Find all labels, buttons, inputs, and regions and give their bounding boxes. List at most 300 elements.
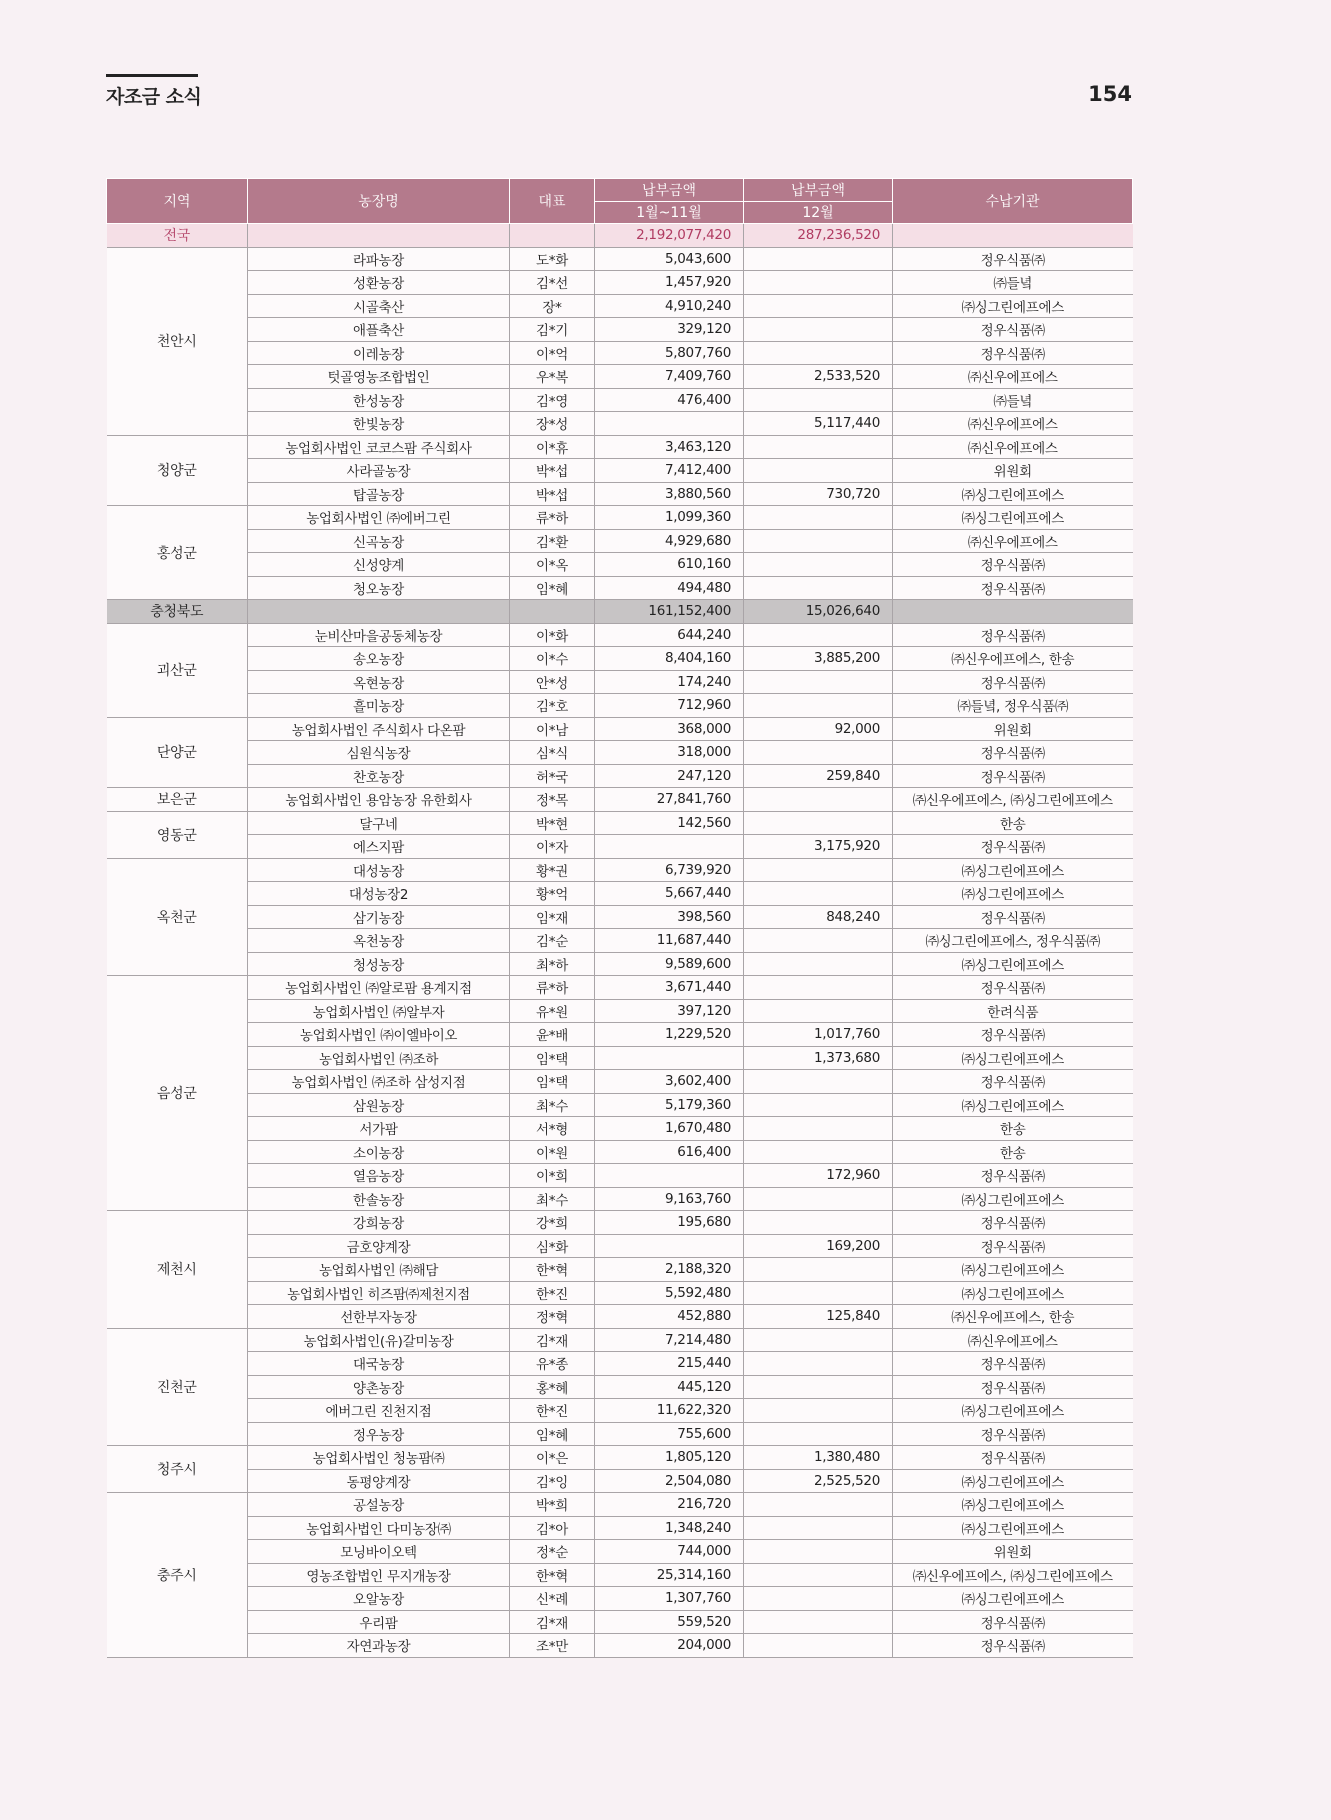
amount-jan-nov-cell: 4,910,240	[595, 294, 744, 318]
table-row	[107, 952, 1133, 976]
amount-dec-cell	[744, 882, 893, 906]
amount-jan-nov-cell: 4,929,680	[595, 529, 744, 553]
agency-cell: ㈜싱그린에프에스	[893, 1587, 1133, 1611]
table-body	[107, 224, 1133, 1658]
representative-cell: 김*선	[510, 271, 595, 295]
amount-jan-nov-cell: 2,192,077,420	[595, 224, 744, 248]
representative-cell: 심*화	[510, 1234, 595, 1258]
region-cell: 충주시	[107, 1493, 248, 1658]
header-region: 지역	[107, 179, 248, 224]
amount-dec-cell: 15,026,640	[744, 600, 893, 624]
representative-cell: 김*재	[510, 1328, 595, 1352]
region-cell: 음성군	[107, 976, 248, 1211]
farm-name-cell: 청오농장	[248, 576, 510, 600]
agency-cell: 정우식품㈜	[893, 1375, 1133, 1399]
table-row	[107, 1281, 1133, 1305]
farm-name-cell: 농업회사법인 코코스팜 주식회사	[248, 435, 510, 459]
amount-dec-cell	[744, 952, 893, 976]
page-header	[106, 72, 1132, 112]
representative-cell: 임*혜	[510, 1422, 595, 1446]
farm-name-cell: 농업회사법인 주식회사 다온팜	[248, 717, 510, 741]
amount-dec-cell	[744, 623, 893, 647]
farm-name-cell: 선한부자농장	[248, 1305, 510, 1329]
amount-dec-cell	[744, 1516, 893, 1540]
representative-cell: 안*성	[510, 670, 595, 694]
amount-dec-cell: 2,533,520	[744, 365, 893, 389]
region-cell: 충청북도	[107, 600, 248, 624]
representative-cell: 이*억	[510, 341, 595, 365]
representative-cell	[510, 600, 595, 624]
representative-cell: 황*억	[510, 882, 595, 906]
representative-cell: 최*하	[510, 952, 595, 976]
representative-cell: 조*만	[510, 1634, 595, 1658]
farm-name-cell	[248, 224, 510, 248]
amount-dec-cell	[744, 1117, 893, 1141]
table-row	[107, 1352, 1133, 1376]
amount-jan-nov-cell: 744,000	[595, 1540, 744, 1564]
farm-name-cell: 흘미농장	[248, 694, 510, 718]
agency-cell: 한송	[893, 811, 1133, 835]
region-cell: 전국	[107, 224, 248, 248]
amount-jan-nov-cell: 5,043,600	[595, 247, 744, 271]
amount-dec-cell	[744, 929, 893, 953]
representative-cell: 김*호	[510, 694, 595, 718]
amount-jan-nov-cell: 215,440	[595, 1352, 744, 1376]
representative-cell: 장*	[510, 294, 595, 318]
farm-name-cell: 텃골영농조합법인	[248, 365, 510, 389]
header-representative: 대표	[510, 179, 595, 224]
agency-cell: ㈜신우에프에스	[893, 529, 1133, 553]
farm-name-cell: 모닝바이오텍	[248, 1540, 510, 1564]
representative-cell: 허*국	[510, 764, 595, 788]
representative-cell: 김*기	[510, 318, 595, 342]
farm-name-cell: 송오농장	[248, 647, 510, 671]
amount-jan-nov-cell: 9,589,600	[595, 952, 744, 976]
payment-table-container	[106, 178, 1132, 1658]
agency-cell: 정우식품㈜	[893, 670, 1133, 694]
agency-cell: 정우식품㈜	[893, 1422, 1133, 1446]
amount-jan-nov-cell: 216,720	[595, 1493, 744, 1517]
agency-cell: 위원회	[893, 459, 1133, 483]
header-period-dec: 12월	[744, 201, 893, 224]
amount-jan-nov-cell: 616,400	[595, 1140, 744, 1164]
representative-cell: 한*진	[510, 1281, 595, 1305]
representative-cell: 강*희	[510, 1211, 595, 1235]
agency-cell: ㈜싱그린에프에스	[893, 1187, 1133, 1211]
amount-jan-nov-cell: 1,348,240	[595, 1516, 744, 1540]
amount-jan-nov-cell: 476,400	[595, 388, 744, 412]
amount-jan-nov-cell: 1,099,360	[595, 506, 744, 530]
amount-dec-cell	[744, 271, 893, 295]
amount-dec-cell	[744, 553, 893, 577]
farm-name-cell: 애플축산	[248, 318, 510, 342]
agency-cell: ㈜들녘, 정우식품㈜	[893, 694, 1133, 718]
amount-jan-nov-cell: 195,680	[595, 1211, 744, 1235]
farm-name-cell: 찬호농장	[248, 764, 510, 788]
representative-cell: 우*복	[510, 365, 595, 389]
amount-dec-cell	[744, 1328, 893, 1352]
farm-name-cell: 옥현농장	[248, 670, 510, 694]
amount-dec-cell	[744, 506, 893, 530]
agency-cell	[893, 224, 1133, 248]
amount-jan-nov-cell	[595, 835, 744, 859]
representative-cell: 이*화	[510, 623, 595, 647]
farm-name-cell: 대성농장	[248, 858, 510, 882]
agency-cell: ㈜신우에프에스, ㈜싱그린에프에스	[893, 788, 1133, 812]
amount-dec-cell: 125,840	[744, 1305, 893, 1329]
agency-cell: ㈜신우에프에스	[893, 412, 1133, 436]
agency-cell: 한송	[893, 1117, 1133, 1141]
amount-jan-nov-cell	[595, 1046, 744, 1070]
table-row	[107, 1540, 1133, 1564]
representative-cell: 임*재	[510, 905, 595, 929]
amount-jan-nov-cell: 11,622,320	[595, 1399, 744, 1423]
representative-cell: 박*섭	[510, 482, 595, 506]
table-row	[107, 764, 1133, 788]
amount-dec-cell	[744, 1211, 893, 1235]
table-row	[107, 318, 1133, 342]
agency-cell: 한송	[893, 1140, 1133, 1164]
table-row	[107, 435, 1133, 459]
agency-cell: ㈜신우에프에스, 한송	[893, 1305, 1133, 1329]
amount-jan-nov-cell: 452,880	[595, 1305, 744, 1329]
farm-name-cell	[248, 600, 510, 624]
table-row	[107, 1399, 1133, 1423]
representative-cell: 이*옥	[510, 553, 595, 577]
section-title: 자조금 소식	[106, 86, 202, 108]
table-row	[107, 1070, 1133, 1094]
region-cell: 홍성군	[107, 506, 248, 600]
table-row	[107, 365, 1133, 389]
agency-cell: ㈜들녘	[893, 271, 1133, 295]
agency-cell: 한려식품	[893, 999, 1133, 1023]
agency-cell: 위원회	[893, 717, 1133, 741]
agency-cell: ㈜싱그린에프에스	[893, 506, 1133, 530]
table-row	[107, 1563, 1133, 1587]
farm-name-cell: 농업회사법인(유)갈미농장	[248, 1328, 510, 1352]
amount-jan-nov-cell: 610,160	[595, 553, 744, 577]
representative-cell: 한*혁	[510, 1258, 595, 1282]
amount-jan-nov-cell: 3,671,440	[595, 976, 744, 1000]
table-row	[107, 1469, 1133, 1493]
table-row	[107, 1117, 1133, 1141]
agency-cell: 정우식품㈜	[893, 1023, 1133, 1047]
representative-cell: 신*례	[510, 1587, 595, 1611]
amount-dec-cell	[744, 858, 893, 882]
agency-cell: 정우식품㈜	[893, 553, 1133, 577]
representative-cell: 김*영	[510, 388, 595, 412]
farm-name-cell: 농업회사법인 청농팜㈜	[248, 1446, 510, 1470]
farm-name-cell: 이레농장	[248, 341, 510, 365]
amount-dec-cell: 259,840	[744, 764, 893, 788]
farm-name-cell: 오알농장	[248, 1587, 510, 1611]
region-cell: 제천시	[107, 1211, 248, 1329]
agency-cell: 정우식품㈜	[893, 247, 1133, 271]
agency-cell: 정우식품㈜	[893, 905, 1133, 929]
amount-jan-nov-cell: 559,520	[595, 1610, 744, 1634]
representative-cell: 이*휴	[510, 435, 595, 459]
farm-name-cell: 농업회사법인 ㈜에버그린	[248, 506, 510, 530]
amount-jan-nov-cell: 397,120	[595, 999, 744, 1023]
amount-dec-cell	[744, 529, 893, 553]
header-rule	[106, 74, 198, 77]
region-cell: 괴산군	[107, 623, 248, 717]
representative-cell: 최*수	[510, 1093, 595, 1117]
amount-jan-nov-cell: 368,000	[595, 717, 744, 741]
representative-cell: 류*하	[510, 506, 595, 530]
agency-cell: 정우식품㈜	[893, 341, 1133, 365]
amount-dec-cell	[744, 1399, 893, 1423]
farm-name-cell: 대성농장2	[248, 882, 510, 906]
region-cell: 천안시	[107, 247, 248, 435]
region-cell: 청주시	[107, 1446, 248, 1493]
amount-dec-cell	[744, 1375, 893, 1399]
farm-name-cell: 삼원농장	[248, 1093, 510, 1117]
representative-cell: 한*혁	[510, 1563, 595, 1587]
table-row	[107, 670, 1133, 694]
table-row	[107, 1046, 1133, 1070]
amount-jan-nov-cell: 5,667,440	[595, 882, 744, 906]
table-row	[107, 1234, 1133, 1258]
amount-jan-nov-cell: 25,314,160	[595, 1563, 744, 1587]
table-row	[107, 1516, 1133, 1540]
amount-dec-cell	[744, 1493, 893, 1517]
amount-dec-cell	[744, 1563, 893, 1587]
amount-jan-nov-cell: 6,739,920	[595, 858, 744, 882]
table-row	[107, 1023, 1133, 1047]
amount-dec-cell	[744, 1140, 893, 1164]
amount-dec-cell	[744, 1070, 893, 1094]
table-row	[107, 247, 1133, 271]
farm-name-cell: 농업회사법인 ㈜조하 삼성지점	[248, 1070, 510, 1094]
agency-cell: ㈜싱그린에프에스	[893, 882, 1133, 906]
amount-jan-nov-cell: 755,600	[595, 1422, 744, 1446]
amount-dec-cell: 92,000	[744, 717, 893, 741]
agency-cell: 위원회	[893, 1540, 1133, 1564]
table-row	[107, 1493, 1133, 1517]
amount-jan-nov-cell: 1,229,520	[595, 1023, 744, 1047]
table-row	[107, 294, 1133, 318]
amount-dec-cell: 1,373,680	[744, 1046, 893, 1070]
agency-cell: 정우식품㈜	[893, 1211, 1133, 1235]
table-row	[107, 647, 1133, 671]
table-row	[107, 1446, 1133, 1470]
amount-dec-cell	[744, 976, 893, 1000]
agency-cell: ㈜싱그린에프에스	[893, 1493, 1133, 1517]
representative-cell: 윤*배	[510, 1023, 595, 1047]
farm-name-cell: 달구네	[248, 811, 510, 835]
agency-cell: ㈜싱그린에프에스, 정우식품㈜	[893, 929, 1133, 953]
representative-cell: 김*환	[510, 529, 595, 553]
table-row	[107, 271, 1133, 295]
amount-jan-nov-cell: 7,409,760	[595, 365, 744, 389]
amount-dec-cell	[744, 670, 893, 694]
agency-cell: ㈜신우에프에스, ㈜싱그린에프에스	[893, 1563, 1133, 1587]
amount-jan-nov-cell: 3,880,560	[595, 482, 744, 506]
table-row	[107, 1610, 1133, 1634]
farm-name-cell: 한빛농장	[248, 412, 510, 436]
farm-name-cell: 금호양계장	[248, 1234, 510, 1258]
page-number: 154	[1088, 82, 1132, 106]
agency-cell: 정우식품㈜	[893, 1352, 1133, 1376]
table-row	[107, 1187, 1133, 1211]
representative-cell: 임*혜	[510, 576, 595, 600]
representative-cell: 임*택	[510, 1046, 595, 1070]
farm-name-cell: 양촌농장	[248, 1375, 510, 1399]
representative-cell: 심*식	[510, 741, 595, 765]
table-row	[107, 999, 1133, 1023]
amount-dec-cell: 848,240	[744, 905, 893, 929]
amount-jan-nov-cell: 494,480	[595, 576, 744, 600]
table-row	[107, 1375, 1133, 1399]
table-row	[107, 694, 1133, 718]
farm-name-cell: 농업회사법인 ㈜알부자	[248, 999, 510, 1023]
agency-cell: 정우식품㈜	[893, 1446, 1133, 1470]
table-row	[107, 529, 1133, 553]
farm-name-cell: 농업회사법인 ㈜이엘바이오	[248, 1023, 510, 1047]
table-row	[107, 1634, 1133, 1658]
amount-jan-nov-cell: 204,000	[595, 1634, 744, 1658]
representative-cell: 유*원	[510, 999, 595, 1023]
representative-cell: 유*종	[510, 1352, 595, 1376]
agency-cell: 정우식품㈜	[893, 835, 1133, 859]
farm-name-cell: 대국농장	[248, 1352, 510, 1376]
amount-jan-nov-cell: 3,463,120	[595, 435, 744, 459]
header-payment-amount-1: 납부금액	[595, 179, 744, 202]
agency-cell: ㈜신우에프에스	[893, 365, 1133, 389]
amount-dec-cell: 172,960	[744, 1164, 893, 1188]
farm-name-cell: 에버그린 진천지점	[248, 1399, 510, 1423]
amount-jan-nov-cell: 142,560	[595, 811, 744, 835]
farm-name-cell: 농업회사법인 ㈜해담	[248, 1258, 510, 1282]
table-row	[107, 1305, 1133, 1329]
representative-cell: 이*남	[510, 717, 595, 741]
amount-jan-nov-cell: 1,805,120	[595, 1446, 744, 1470]
table-row	[107, 858, 1133, 882]
farm-name-cell: 성환농장	[248, 271, 510, 295]
representative-cell	[510, 224, 595, 248]
representative-cell: 정*목	[510, 788, 595, 812]
amount-dec-cell	[744, 435, 893, 459]
farm-name-cell: 소이농장	[248, 1140, 510, 1164]
amount-jan-nov-cell	[595, 1234, 744, 1258]
agency-cell: 정우식품㈜	[893, 318, 1133, 342]
farm-name-cell: 시골축산	[248, 294, 510, 318]
amount-jan-nov-cell: 2,188,320	[595, 1258, 744, 1282]
amount-dec-cell: 3,885,200	[744, 647, 893, 671]
agency-cell: ㈜신우에프에스, 한송	[893, 647, 1133, 671]
amount-jan-nov-cell: 398,560	[595, 905, 744, 929]
table-row	[107, 623, 1133, 647]
amount-jan-nov-cell: 329,120	[595, 318, 744, 342]
region-cell: 진천군	[107, 1328, 248, 1446]
amount-dec-cell	[744, 1610, 893, 1634]
representative-cell: 임*택	[510, 1070, 595, 1094]
amount-dec-cell	[744, 741, 893, 765]
representative-cell: 이*원	[510, 1140, 595, 1164]
amount-jan-nov-cell: 3,602,400	[595, 1070, 744, 1094]
table-row	[107, 506, 1133, 530]
representative-cell: 장*성	[510, 412, 595, 436]
farm-name-cell: 탑골농장	[248, 482, 510, 506]
amount-jan-nov-cell: 9,163,760	[595, 1187, 744, 1211]
agency-cell: ㈜신우에프에스	[893, 1328, 1133, 1352]
farm-name-cell: 농업회사법인 다미농장㈜	[248, 1516, 510, 1540]
representative-cell: 정*혁	[510, 1305, 595, 1329]
amount-jan-nov-cell: 27,841,760	[595, 788, 744, 812]
representative-cell: 박*섭	[510, 459, 595, 483]
amount-dec-cell: 3,175,920	[744, 835, 893, 859]
amount-jan-nov-cell: 247,120	[595, 764, 744, 788]
table-row	[107, 788, 1133, 812]
amount-dec-cell	[744, 694, 893, 718]
amount-dec-cell: 287,236,520	[744, 224, 893, 248]
table-row	[107, 1328, 1133, 1352]
amount-dec-cell	[744, 1422, 893, 1446]
amount-dec-cell	[744, 1281, 893, 1305]
representative-cell: 최*수	[510, 1187, 595, 1211]
amount-dec-cell	[744, 318, 893, 342]
representative-cell: 홍*혜	[510, 1375, 595, 1399]
amount-jan-nov-cell: 5,592,480	[595, 1281, 744, 1305]
agency-cell: ㈜들녘	[893, 388, 1133, 412]
farm-name-cell: 농업회사법인 히즈팜㈜제천지점	[248, 1281, 510, 1305]
amount-dec-cell	[744, 341, 893, 365]
representative-cell: 이*수	[510, 647, 595, 671]
amount-jan-nov-cell: 644,240	[595, 623, 744, 647]
farm-name-cell: 자연과농장	[248, 1634, 510, 1658]
representative-cell: 박*희	[510, 1493, 595, 1517]
amount-dec-cell: 169,200	[744, 1234, 893, 1258]
region-cell: 옥천군	[107, 858, 248, 976]
amount-dec-cell: 1,017,760	[744, 1023, 893, 1047]
representative-cell: 한*진	[510, 1399, 595, 1423]
farm-name-cell: 농업회사법인 ㈜조하	[248, 1046, 510, 1070]
agency-cell: ㈜싱그린에프에스	[893, 1399, 1133, 1423]
amount-dec-cell	[744, 811, 893, 835]
header-period-jan-nov: 1월~11월	[595, 201, 744, 224]
table-row	[107, 459, 1133, 483]
amount-dec-cell	[744, 1187, 893, 1211]
table-row	[107, 882, 1133, 906]
amount-jan-nov-cell	[595, 1164, 744, 1188]
amount-dec-cell: 5,117,440	[744, 412, 893, 436]
farm-name-cell: 옥천농장	[248, 929, 510, 953]
farm-name-cell: 눈비산마을공동체농장	[248, 623, 510, 647]
representative-cell: 박*현	[510, 811, 595, 835]
farm-name-cell: 열음농장	[248, 1164, 510, 1188]
amount-dec-cell	[744, 1587, 893, 1611]
representative-cell: 김*잉	[510, 1469, 595, 1493]
farm-name-cell: 동평양계장	[248, 1469, 510, 1493]
representative-cell: 이*은	[510, 1446, 595, 1470]
farm-name-cell: 에스지팜	[248, 835, 510, 859]
region-cell: 영동군	[107, 811, 248, 858]
representative-cell: 김*순	[510, 929, 595, 953]
region-cell: 단양군	[107, 717, 248, 788]
header-farm-name: 농장명	[248, 179, 510, 224]
amount-dec-cell	[744, 247, 893, 271]
table-row	[107, 905, 1133, 929]
table-row	[107, 576, 1133, 600]
table-row	[107, 835, 1133, 859]
amount-jan-nov-cell: 445,120	[595, 1375, 744, 1399]
table-row	[107, 1587, 1133, 1611]
agency-cell: 정우식품㈜	[893, 576, 1133, 600]
agency-cell: ㈜싱그린에프에스	[893, 1469, 1133, 1493]
table-row	[107, 1211, 1133, 1235]
amount-jan-nov-cell	[595, 412, 744, 436]
